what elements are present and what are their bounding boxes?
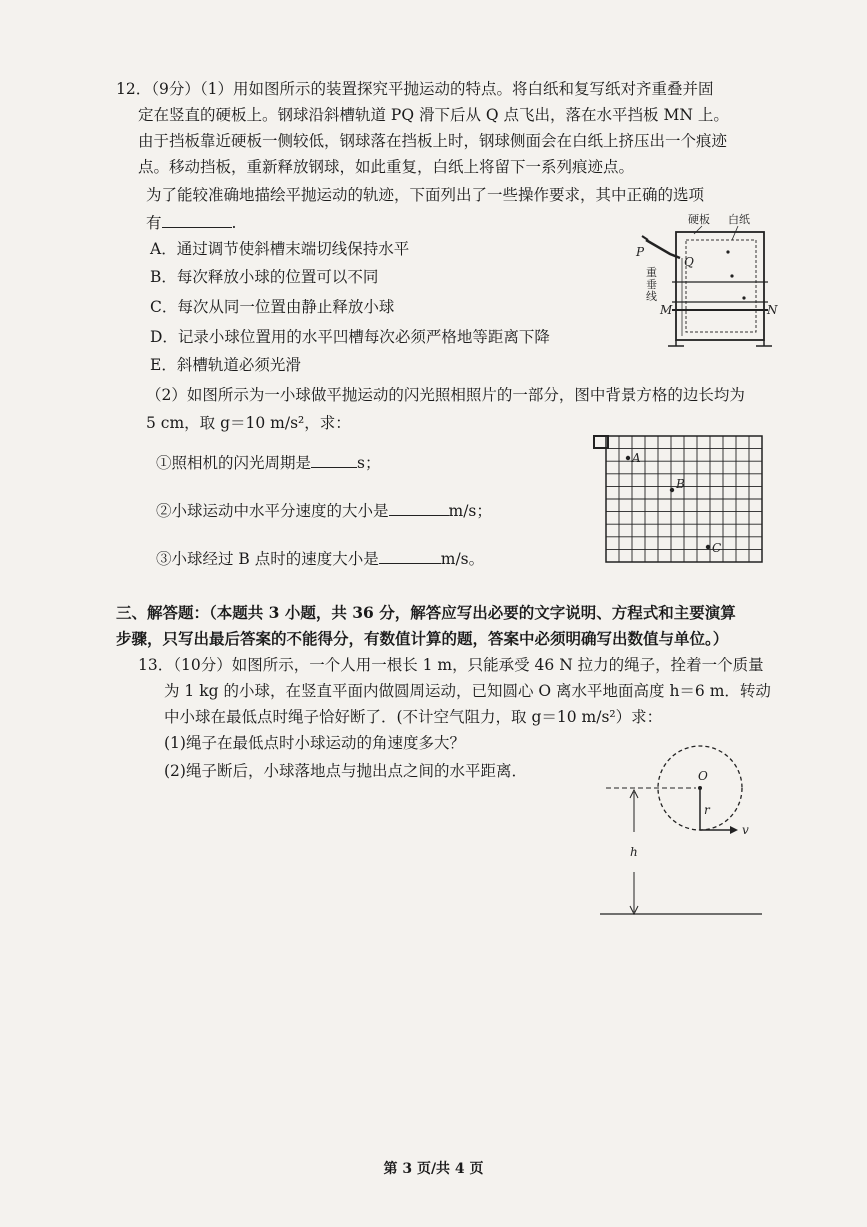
point-p-label: P	[636, 245, 645, 259]
q12-answer-prefix: 有	[146, 214, 162, 232]
q13-sub2: (2)绳子断后，小球落地点与抛出点之间的水平距离．	[164, 762, 527, 780]
q12-line-3: 由于挡板靠近硬板一侧较低，钢球落在挡板上时，钢球侧面会在白纸上挤压出一个痕迹	[138, 132, 728, 150]
flash-photo-grid-figure	[590, 432, 766, 566]
plumb-line-label-3: 线	[646, 290, 657, 303]
q12-sub3-prefix: ③小球经过 B 点时的速度大小是	[156, 550, 379, 568]
q12-line-1: 12．（9分）（1）用如图所示的装置探究平抛运动的特点。将白纸和复写纸对齐重叠并固	[116, 80, 714, 98]
plumb-line-label-2: 垂	[646, 278, 657, 291]
q12-sub3	[156, 548, 484, 570]
section3-title-line-1: 三、解答题：（本题共 3 小题，共 36 分，解答应写出必要的文字说明、方程式和主要演算	[116, 603, 736, 622]
q12-sub2-blank[interactable]	[389, 501, 449, 516]
q12-sub2-prefix: ②小球运动中水平分速度的大小是	[156, 502, 389, 520]
page-footer: 第 3 页/共 4 页	[383, 1161, 484, 1177]
apparatus-figure	[632, 210, 778, 350]
height-h-label: h	[630, 845, 638, 859]
point-m-label: M	[660, 303, 673, 317]
q12-sub1	[156, 452, 380, 474]
circular-motion-figure	[600, 736, 765, 920]
q12-sub2-suffix: m/s；	[448, 502, 492, 520]
q12-sub2	[156, 500, 492, 522]
q12-line-2: 定在竖直的硬板上。钢球沿斜槽轨道 PQ 滑下后从 Q 点飞出，落在水平挡板 MN 上。	[138, 106, 729, 124]
q12-option-a: A．通过调节使斜槽末端切线保持水平	[150, 240, 410, 258]
q12-line-6	[146, 212, 236, 234]
q12-option-b: B．每次释放小球的位置可以不同	[150, 268, 379, 286]
ball-point-a	[626, 456, 630, 460]
q12-answer-suffix: .	[231, 214, 237, 232]
point-n-label: N	[767, 303, 778, 317]
point-a-label: A	[632, 451, 641, 465]
q12-sub3-blank[interactable]	[379, 549, 441, 564]
q13-line-2: 为 1 kg 的小球，在竖直平面内做圆周运动，已知圆心 O 离水平地面高度 h＝6 m．转动	[164, 682, 771, 700]
point-b-label: B	[676, 477, 685, 491]
q13-line-3: 中小球在最低点时绳子恰好断了．(不计空气阻力，取 g＝10 m/s²）求：	[164, 708, 663, 726]
q12-sub1-blank[interactable]	[311, 453, 357, 468]
q12-line-5: 为了能较准确地描绘平抛运动的轨迹，下面列出了一些操作要求，其中正确的选项	[146, 186, 705, 204]
ball-point-c	[706, 545, 710, 549]
plumb-line-label-1: 重	[646, 266, 657, 279]
q13-sub1: (1)绳子在最低点时小球运动的角速度多大？	[164, 734, 465, 752]
q12-part2-line-2: 5 cm，取 g＝10 m/s²，求：	[146, 414, 351, 432]
velocity-v-label: v	[742, 823, 749, 837]
point-q-label: Q	[684, 255, 694, 269]
q12-line-4: 点。移动挡板，重新释放钢球，如此重复，白纸上将留下一系列痕迹点。	[138, 158, 635, 176]
q12-option-e: E．斜槽轨道必须光滑	[150, 356, 301, 374]
center-o-label: O	[698, 769, 708, 783]
hard-board-label: 硬板	[688, 213, 710, 226]
q12-answer-blank[interactable]	[162, 213, 232, 228]
q12-option-c: C．每次从同一位置由静止释放小球	[150, 298, 395, 316]
point-c-label: C	[712, 541, 722, 555]
q12-part2-line-1: （2）如图所示为一小球做平抛运动的闪光照相照片的一部分，图中背景方格的边长均为	[146, 386, 745, 404]
white-paper-label: 白纸	[728, 213, 750, 226]
q12-sub1-prefix: ①照相机的闪光周期是	[156, 454, 312, 472]
q12-sub3-suffix: m/s。	[440, 550, 485, 568]
ball-point-b	[670, 488, 674, 492]
q12-option-d: D．记录小球位置用的水平凹槽每次必须严格地等距离下降	[150, 328, 550, 346]
section3-title-line-2: 步骤，只写出最后答案的不能得分，有数值计算的题，答案中必须明确写出数值与单位。）	[116, 629, 729, 648]
radius-r-label: r	[704, 803, 710, 817]
q12-sub1-suffix: s；	[357, 454, 381, 472]
q13-line-1: 13．（10分）如图所示，一个人用一根长 1 m，只能承受 46 N 拉力的绳子，拴着一个质量	[138, 656, 764, 674]
